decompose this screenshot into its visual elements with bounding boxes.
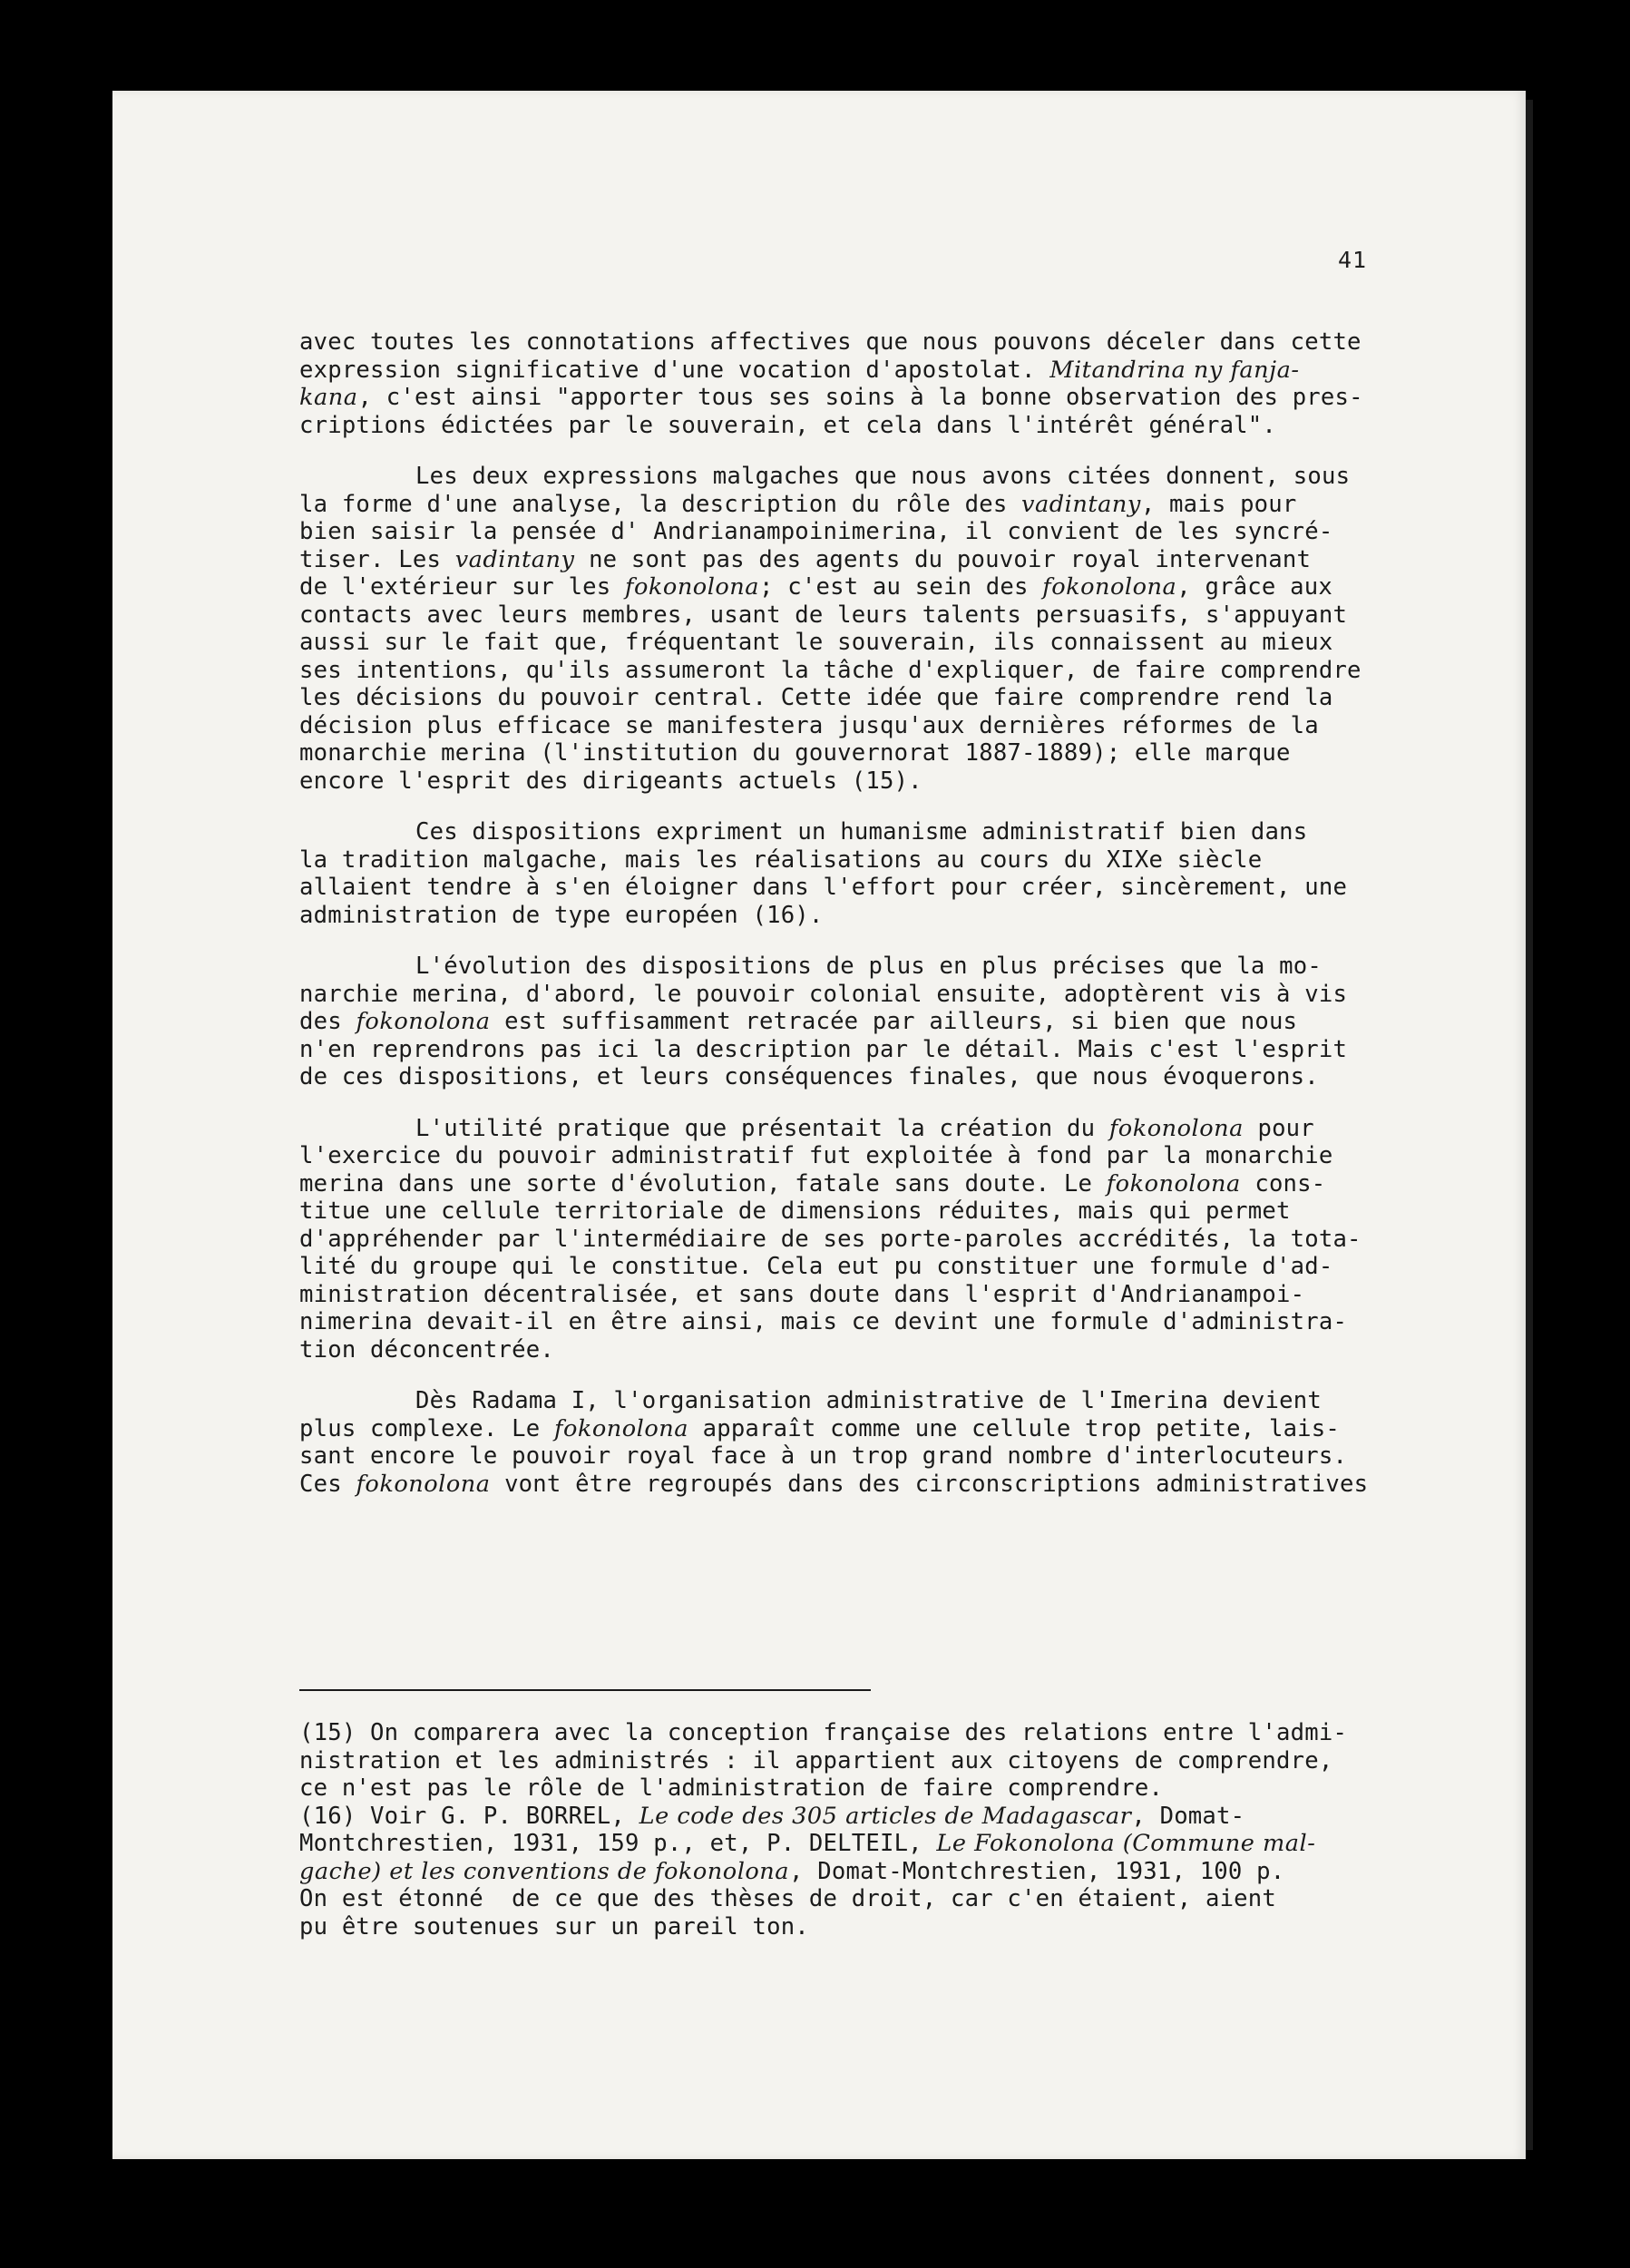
text-line	[299, 953, 1460, 981]
footnote-line	[299, 1747, 1460, 1775]
italic-term: vadintany	[454, 545, 575, 573]
text-run: décision plus efficace se manifestera jusqu'aux dernières réformes de la	[299, 711, 1319, 739]
text-run: ce n'est pas le rôle de l'administration de faire comprendre.	[299, 1774, 1164, 1802]
text-run: , Domat-	[1131, 1802, 1245, 1830]
text-line	[299, 818, 1460, 846]
text-line	[299, 328, 1460, 357]
text-run: tiser. Les	[299, 545, 455, 573]
text-run: L'évolution des dispositions de plus en plus précises que la mo-	[415, 953, 1322, 980]
text-line	[299, 573, 1460, 601]
text-run: expression significative d'une vocation d'apostolat.	[299, 356, 1050, 384]
italic-term: fokonolona	[356, 1470, 491, 1498]
text-line	[299, 684, 1460, 712]
text-run: vont être regroupés dans des circonscriptions administratives	[490, 1470, 1369, 1498]
paragraph	[299, 328, 1460, 439]
text-run: sant encore le pouvoir royal face à un trop grand nombre d'interlocuteurs.	[299, 1442, 1348, 1470]
text-run: narchie merina, d'abord, le pouvoir colonial ensuite, adoptèrent vis à vis	[299, 980, 1348, 1008]
footnote-line	[299, 1803, 1460, 1831]
text-line	[299, 463, 1460, 491]
text-run: la forme d'une analyse, la description du rôle des	[299, 490, 1022, 518]
text-line	[299, 767, 1460, 796]
text-line	[299, 1471, 1460, 1499]
text-run: apparaît comme une cellule trop petite, lais-	[688, 1414, 1341, 1442]
text-run: Ces dispositions expriment un humanisme administratif bien dans	[415, 818, 1308, 846]
italic-term: vadintany	[1021, 490, 1141, 518]
text-run: avec toutes les connotations affectives que nous pouvons déceler dans cette	[299, 328, 1362, 356]
text-line	[299, 657, 1460, 685]
text-line	[299, 1170, 1460, 1198]
italic-term: fokonolona	[1042, 573, 1177, 601]
text-run: les décisions du pouvoir central. Cette idée que faire comprendre rend la	[299, 684, 1333, 711]
text-line	[299, 546, 1460, 574]
text-line	[299, 712, 1460, 740]
text-run: est suffisamment retracée par ailleurs, si bien que nous	[490, 1008, 1298, 1035]
text-line	[299, 1115, 1460, 1143]
italic-term: fokonolona	[356, 1008, 491, 1035]
text-line	[299, 1008, 1460, 1036]
footnote-line	[299, 1719, 1460, 1747]
page-number: 41	[1338, 247, 1368, 273]
text-run: Les deux expressions malgaches que nous avons citées donnent, sous	[415, 463, 1351, 490]
text-line	[299, 629, 1460, 657]
text-line	[299, 412, 1460, 440]
paragraph	[299, 1115, 1460, 1364]
text-run: ses intentions, qu'ils assumeront la tâche d'expliquer, de faire comprendre	[299, 656, 1362, 684]
text-line	[299, 1226, 1460, 1254]
italic-term: Le code des 305 articles de Madagascar	[639, 1802, 1132, 1830]
text-run: d'appréhender par l'intermédiaire de ses porte-paroles accrédités, la tota-	[299, 1225, 1362, 1253]
text-run: l'exercice du pouvoir administratif fut exploitée à fond par la monarchie	[299, 1142, 1333, 1169]
text-line	[299, 1281, 1460, 1309]
text-run: ; c'est au sein des	[759, 573, 1043, 601]
footnotes	[299, 1719, 1460, 1941]
text-run: ministration décentralisée, et sans doute dans l'esprit d'Andrianampoi-	[299, 1280, 1305, 1308]
text-run: contacts avec leurs membres, usant de leurs talents persuasifs, s'appuyant	[299, 601, 1348, 629]
text-run: pour	[1243, 1114, 1314, 1142]
text-run: , Domat-Montchrestien, 1931, 100 p.	[789, 1857, 1285, 1885]
paragraph	[299, 953, 1460, 1091]
text-line	[299, 601, 1460, 630]
text-run: Montchrestien, 1931, 159 p., et, P. DELTEIL,	[299, 1830, 937, 1857]
text-run: allaient tendre à s'en éloigner dans l'effort pour créer, sincèrement, une	[299, 874, 1348, 901]
italic-term: Mitandrina ny fanja-	[1049, 356, 1300, 384]
text-run: (16) Voir G. P. BORREL,	[299, 1802, 639, 1830]
text-line	[299, 1415, 1460, 1443]
text-line	[299, 1253, 1460, 1281]
text-line	[299, 874, 1460, 902]
text-run: merina dans une sorte d'évolution, fatale sans doute. Le	[299, 1169, 1107, 1198]
text-run: aussi sur le fait que, fréquentant le souverain, ils connaissent au mieux	[299, 629, 1333, 656]
text-line	[299, 1198, 1460, 1226]
text-run: On est étonné de ce que des thèses de droit, car c'en étaient, aient	[299, 1885, 1277, 1912]
text-run: ne sont pas des agents du pouvoir royal intervenant	[574, 545, 1312, 573]
text-line	[299, 902, 1460, 930]
text-run: tion déconcentrée.	[299, 1335, 554, 1364]
text-line	[299, 1387, 1460, 1415]
text-run: bien saisir la pensée d' Andrianampoinimerina, il convient de les syncré-	[299, 518, 1333, 545]
italic-term: fokonolona	[553, 1414, 688, 1442]
text-run: , grâce aux	[1176, 573, 1332, 601]
footnote-line	[299, 1774, 1460, 1803]
paragraph	[299, 818, 1460, 929]
text-run: cons-	[1240, 1169, 1326, 1198]
text-run: Ces	[299, 1470, 356, 1498]
text-line	[299, 1063, 1460, 1091]
text-run: administration de type européen (16).	[299, 901, 824, 929]
text-line	[299, 981, 1460, 1009]
footnote-line	[299, 1913, 1460, 1941]
text-line	[299, 1336, 1460, 1364]
italic-term: Le Fokonolona (Commune mal-	[936, 1830, 1316, 1857]
text-line	[299, 518, 1460, 546]
text-run: , c'est ainsi "apporter tous ses soins à la bonne observation des pres-	[357, 384, 1363, 411]
italic-term: fokonolona	[1106, 1169, 1241, 1198]
text-line	[299, 357, 1460, 385]
footnote-separator	[299, 1689, 871, 1691]
text-run: , mais pour	[1140, 490, 1297, 518]
paragraph	[299, 1387, 1460, 1498]
text-run: de l'extérieur sur les	[299, 573, 626, 601]
text-line	[299, 1442, 1460, 1471]
text-run: lité du groupe qui le constitue. Cela eut pu constituer une formule d'ad-	[299, 1253, 1333, 1280]
text-run: encore l'esprit des dirigeants actuels (15).	[299, 767, 922, 795]
text-run: de ces dispositions, et leurs conséquences finales, que nous évoquerons.	[299, 1063, 1319, 1090]
text-run: monarchie merina (l'institution du gouvernorat 1887-1889); elle marque	[299, 739, 1291, 767]
text-run: (15) On comparera avec la conception française des relations entre l'admi-	[299, 1719, 1348, 1746]
text-line	[299, 384, 1460, 412]
text-line	[299, 491, 1460, 519]
text-run: la tradition malgache, mais les réalisations au cours du XIXe siècle	[299, 846, 1263, 874]
text-run: criptions édictées par le souverain, et cela dans l'intérêt général".	[299, 411, 1277, 439]
text-run: Dès Radama I, l'organisation administrative de l'Imerina devient	[415, 1387, 1322, 1414]
footnote-line	[299, 1885, 1460, 1913]
text-line	[299, 1036, 1460, 1064]
text-run: nistration et les administrés : il appartient aux citoyens de comprendre,	[299, 1746, 1333, 1774]
italic-term: kana	[299, 384, 358, 411]
paragraph	[299, 463, 1460, 795]
text-run: titue une cellule territoriale de dimensions réduites, mais qui permet	[299, 1198, 1291, 1225]
text-line	[299, 846, 1460, 875]
footnote-line	[299, 1858, 1460, 1886]
text-line	[299, 739, 1460, 767]
text-run: n'en reprendrons pas ici la description par le détail. Mais c'est l'esprit	[299, 1035, 1348, 1063]
text-run: pu être soutenues sur un pareil ton.	[299, 1912, 809, 1941]
text-run: des	[299, 1008, 356, 1035]
text-line	[299, 1308, 1460, 1336]
main-text	[299, 328, 1460, 1498]
italic-term: fokonolona	[1108, 1114, 1244, 1142]
italic-term: gache) et les conventions de fokonolona	[299, 1857, 790, 1885]
footnote-line	[299, 1830, 1460, 1858]
italic-term: fokonolona	[625, 573, 760, 601]
text-run: nimerina devait-il en être ainsi, mais ce devint une formule d'administra-	[299, 1308, 1348, 1335]
text-run: plus complexe. Le	[299, 1414, 554, 1442]
text-run: L'utilité pratique que présentait la création du	[415, 1114, 1109, 1142]
page-edge-shadow	[1526, 100, 1533, 2150]
text-line	[299, 1142, 1460, 1170]
